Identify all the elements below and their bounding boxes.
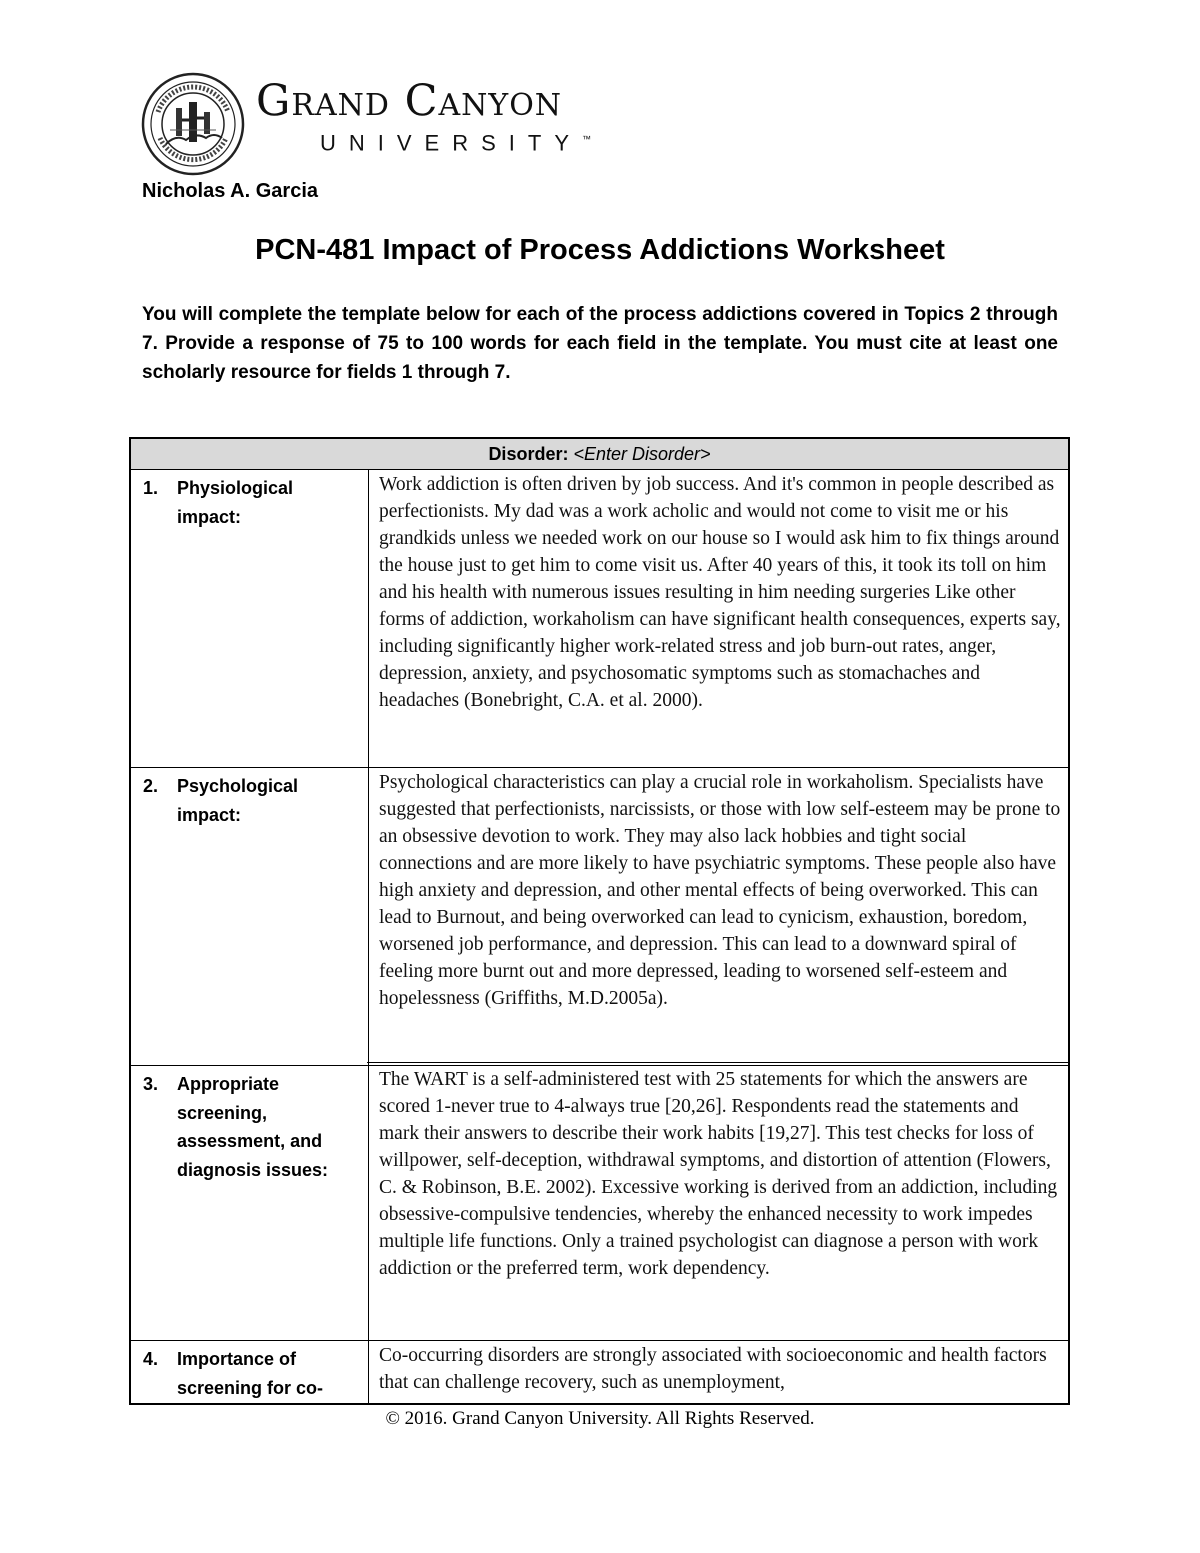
row-response[interactable]: Co-occurring disorders are strongly associated with socioeconomic and health factors that can challenge recovery, such as unemployment, xyxy=(379,1345,1047,1393)
brand-wordmark xyxy=(256,78,591,158)
disorder-value[interactable]: <Enter Disorder> xyxy=(573,444,711,464)
row-number: 4. xyxy=(143,1349,159,1369)
copyright-footer: © 2016. Grand Canyon University. All Rights Reserved. xyxy=(385,1408,815,1429)
row-label-cell xyxy=(131,470,369,767)
row-label: Importance of screening for co- xyxy=(177,1349,324,1398)
trademark-mark: ™ xyxy=(582,134,592,144)
table-row xyxy=(131,1341,1068,1404)
cell-divider xyxy=(367,1062,1068,1063)
table-row xyxy=(131,768,1068,1066)
worksheet-title: PCN-481 Impact of Process Addictions Worksheet xyxy=(255,234,945,266)
row-label: Appropriate screening, assessment, and diagnosis issues: xyxy=(177,1074,329,1180)
university-seal-icon xyxy=(140,72,246,176)
row-number: 1. xyxy=(143,478,159,498)
university-logo xyxy=(140,72,620,176)
instructions-text: You will complete the template below for each of the process addictions covered in Topics 2 through 7. Provide a response of 75 to 100 words for each field in the template. You must cite at least one scholarly resource for fields 1 through 7. xyxy=(142,304,1058,383)
disorder-label: Disorder: xyxy=(488,444,569,464)
university-sub xyxy=(320,124,591,158)
row-response[interactable]: Work addiction is often driven by job success. And it's common in people described as perfectionists. My dad was a work acholic and would not come to visit me or his grandkids unless we needed work on our house so I would ask him to fix things around the house just to get him to come visit us. After 40 years of this, it took its toll on him and his health with numerous issues resulting in him needing surgeries Like other forms of addiction, workaholism can have significant health consequences, experts say, including significantly higher work-related stress and job burn-out rates, anger, depression, anxiety, and psychosomatic symptoms such as stomachaches and headaches (Bonebright, C.A. et al. 2000). xyxy=(379,474,1061,711)
table-row xyxy=(131,470,1068,768)
row-label-cell xyxy=(131,1066,369,1340)
table-row xyxy=(131,1066,1068,1341)
row-label: Physiological impact: xyxy=(177,478,294,527)
row-response[interactable]: The WART is a self-administered test with 25 statements for which the answers are scored 1-never true to 4-always true [20,26]. Respondents read the statements and mark their answers to describe their work habits [19,27]. This test checks for loss of willpower, self-deception, withdrawal symptoms, and distortion of attention (Flowers, C. & Robinson, B.E. 2002). Excessive working is derived from an addiction, including obsessive-compulsive tendencies, whereby the enhanced necessity to work impedes multiple life functions. Only a trained psychologist can diagnose a person with work addiction or the preferred term, work dependency. xyxy=(379,1069,1058,1279)
worksheet-table xyxy=(129,437,1070,1405)
row-response-cell[interactable] xyxy=(369,768,1068,1065)
author-name: Nicholas A. Garcia xyxy=(142,180,318,202)
row-number: 3. xyxy=(143,1074,159,1094)
row-response: Psychological characteristics can play a crucial role in workaholism. Specialists have suggested that perfectionists, narcissists, or those with low self-esteem may be prone to an obsessive devotion to work. They may also lack hobbies and tight social connections and are more likely to have psychiatric symptoms. These people also have high anxiety and depression, and other mental effects of being overworked. This can lead to Burnout, and being overworked can lead to cynicism, exhaustion, boredom, worsened job performance, and depression. This can lead to a downward spiral of feeling more burnt out and more depressed, leading to worsened self-esteem and hopelessness (Griffiths, M.D.2005a). xyxy=(379,772,1061,1009)
university-sub-text: UNIVERSITY xyxy=(320,130,583,156)
table-header-row xyxy=(131,439,1068,470)
university-name: Grand Canyon xyxy=(256,76,563,126)
row-number: 2. xyxy=(143,776,159,796)
row-label-cell xyxy=(131,1341,369,1404)
row-label-cell xyxy=(131,768,369,1065)
row-label: Psychological impact: xyxy=(177,776,299,825)
